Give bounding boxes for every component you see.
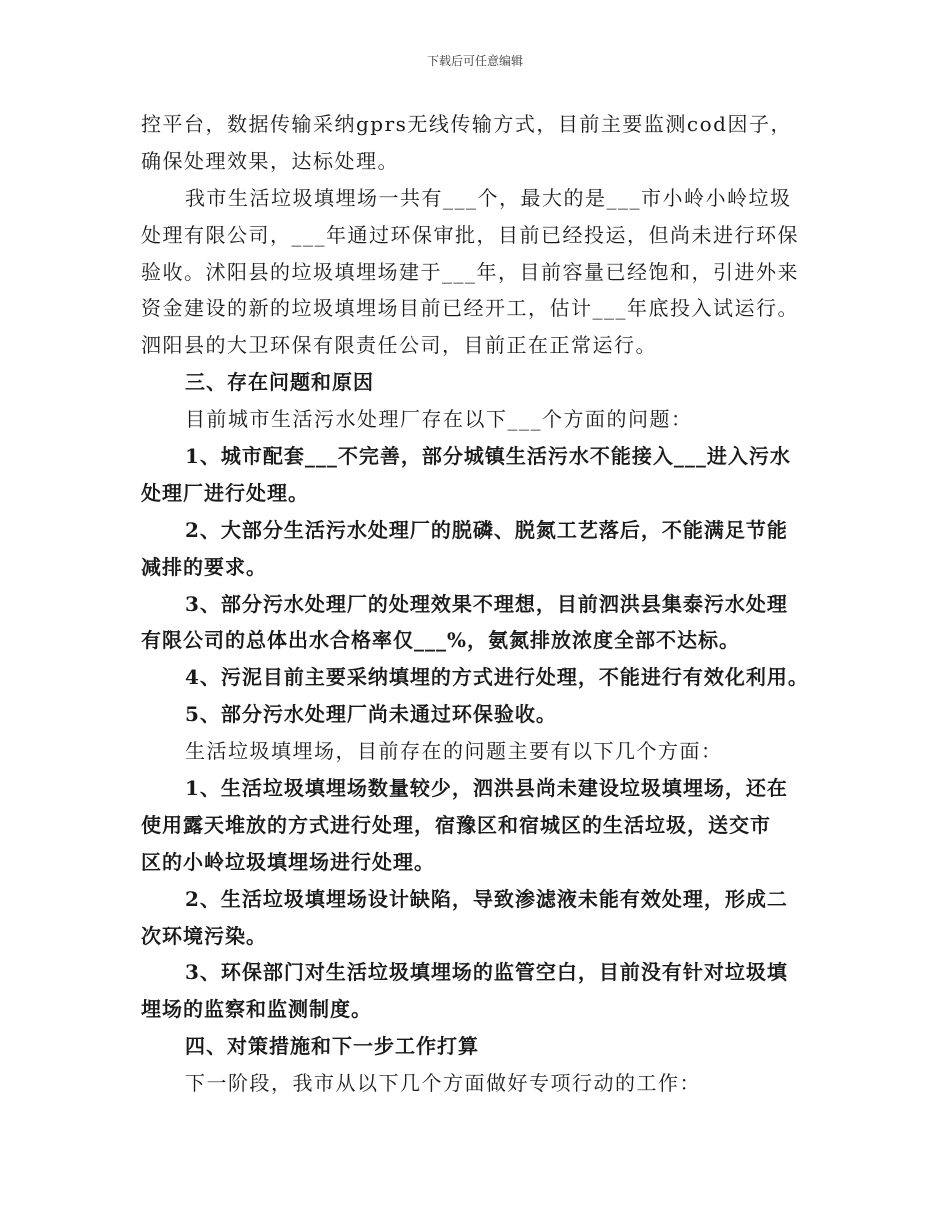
text-line: 区的小岭垃圾填埋场进行处理。	[141, 849, 435, 874]
document-body	[141, 106, 813, 1102]
text-line: 2、生活垃圾填埋场设计缺陷，导致渗滤液未能有效处理，形成二	[185, 886, 788, 911]
text-line: 泗阳县的大卫环保有限责任公司，目前正在正常运行。	[141, 333, 657, 358]
text-line: 减排的要求。	[141, 554, 267, 579]
text-line: 4、污泥目前主要采纳填埋的方式进行处理，不能进行有效化利用。	[185, 665, 809, 690]
text-line: 处理有限公司，___年通过环保审批，目前已经投运，但尚未进行环保	[141, 222, 799, 247]
text-line: 有限公司的总体出水合格率仅___%，氨氮排放浓度全部不达标。	[141, 628, 741, 653]
text-line: 生活垃圾填埋场，目前存在的问题主要有以下几个方面：	[185, 739, 723, 764]
page-header: 下载后可任意编辑	[426, 54, 523, 68]
text-line: 3、部分污水处理厂的处理效果不理想，目前泗洪县集泰污水处理	[185, 591, 788, 616]
text-line: 四、对策措施和下一步工作打算	[185, 1034, 479, 1059]
text-line: 1、城市配套___不完善，部分城镇生活污水不能接入___进入污水	[185, 444, 791, 469]
text-line: 使用露天堆放的方式进行处理，宿豫区和宿城区的生活垃圾，送交市	[141, 812, 771, 837]
text-line: 三、存在问题和原因	[185, 370, 374, 395]
text-line: 资金建设的新的垃圾填埋场目前已经开工，估计___年底投入试运行。	[141, 296, 799, 321]
text-line: 5、部分污水处理厂尚未通过环保验收。	[185, 702, 557, 727]
text-line: 埋场的监察和监测制度。	[141, 997, 372, 1022]
text-line: 验收。沭阳县的垃圾填埋场建于___年，目前容量已经饱和，引进外来	[141, 259, 799, 284]
text-line: 处理厂进行处理。	[141, 480, 309, 505]
text-line: 2、大部分生活污水处理厂的脱磷、脱氮工艺落后，不能满足节能	[185, 517, 788, 542]
text-line: 次环境污染。	[141, 923, 267, 948]
text-line: 1、生活垃圾填埋场数量较少，泗洪县尚未建设垃圾填埋场，还在	[185, 776, 788, 801]
text-line: 目前城市生活污水处理厂存在以下___个方面的问题：	[185, 407, 693, 432]
text-line: 3、环保部门对生活垃圾填埋场的监管空白，目前没有针对垃圾填	[185, 960, 788, 985]
text-line: 下一阶段，我市从以下几个方面做好专项行动的工作：	[185, 1071, 701, 1096]
text-line: 我市生活垃圾填埋场一共有___个，最大的是___市小岭小岭垃圾	[185, 185, 792, 210]
text-line: 控平台，数据传输采纳gprs无线传输方式，目前主要监测cod因子，	[141, 112, 792, 136]
text-line: 确保处理效果，达标处理。	[141, 148, 399, 173]
